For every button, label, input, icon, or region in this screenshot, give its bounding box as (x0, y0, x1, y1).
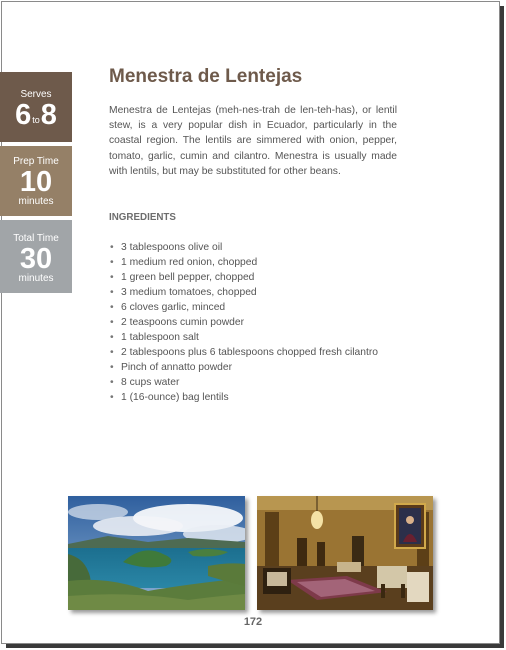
ingredient-text: 1 tablespoon salt (121, 332, 199, 343)
serves-label: Serves (20, 89, 52, 100)
bullet-icon: • (110, 347, 114, 358)
prep-time-badge (0, 146, 72, 216)
ingredient-text: 6 cloves garlic, minced (121, 302, 226, 313)
colonial-interior-photo (257, 496, 433, 610)
ingredient-item (110, 240, 378, 255)
prep-time-unit: minutes (18, 196, 54, 207)
ingredient-item (110, 330, 378, 345)
recipe-intro: Menestra de Lentejas (meh-nes-trah de len-teh-has), or lentil stew, is a very popular dish in Ecuador, particularly in the coastal region. The lentils are simmered with onion, pepper, tomato, garlic, cumin and cilantro. Menestra is usually made with lentils, but may be substituted for other beans. (109, 105, 397, 177)
bullet-icon: • (110, 257, 114, 268)
ingredient-text: 1 green bell pepper, chopped (121, 272, 255, 283)
ingredient-item (110, 270, 378, 285)
ingredient-item (110, 375, 378, 390)
ingredient-item (110, 300, 378, 315)
bullet-icon: • (110, 287, 114, 298)
bullet-icon: • (110, 272, 114, 283)
total-time-value: 30 (19, 243, 53, 275)
ingredient-text: 3 tablespoons olive oil (121, 242, 223, 253)
ingredient-text: 2 tablespoons plus 6 tablespoons chopped fresh cilantro (121, 347, 379, 358)
total-time-unit: minutes (18, 273, 54, 284)
ingredient-text: 8 cups water (121, 377, 180, 388)
page-number: 172 (243, 616, 263, 628)
bullet-icon: • (110, 362, 114, 373)
ingredient-item (110, 285, 378, 300)
prep-time-value: 10 (19, 166, 53, 198)
serves-range (0, 101, 72, 129)
ingredient-text: 3 medium tomatoes, chopped (121, 287, 257, 298)
ingredient-text: 2 teaspoons cumin powder (121, 317, 245, 328)
lake-landscape-photo (68, 496, 245, 610)
bullet-icon: • (110, 242, 114, 253)
ingredient-item (110, 255, 378, 270)
bullet-icon: • (110, 392, 114, 403)
serves-from: 6 (15, 99, 32, 131)
page-shadow-right (500, 6, 504, 648)
ingredient-item (110, 360, 378, 375)
bullet-icon: • (110, 377, 114, 388)
bullet-icon: • (110, 317, 114, 328)
recipe-title: Menestra de Lentejas (109, 66, 303, 87)
ingredients-heading: INGREDIENTS (109, 212, 176, 223)
bullet-icon: • (110, 332, 114, 343)
ingredient-item (110, 390, 378, 405)
ingredients-list (110, 240, 378, 405)
serves-to: 8 (40, 99, 57, 131)
serves-to-word: to (32, 115, 40, 125)
bullet-icon: • (110, 302, 114, 313)
total-time-label: Total Time (13, 233, 59, 244)
ingredient-item (110, 345, 378, 360)
ingredient-text: Pinch of annatto powder (121, 362, 233, 373)
prep-time-label: Prep Time (13, 156, 59, 167)
serves-badge (0, 72, 72, 142)
page-shadow-bottom (6, 644, 504, 648)
total-time-badge (0, 220, 72, 293)
ingredient-text: 1 (16-ounce) bag lentils (121, 392, 229, 403)
ingredient-text: 1 medium red onion, chopped (121, 257, 258, 268)
ingredient-item (110, 315, 378, 330)
